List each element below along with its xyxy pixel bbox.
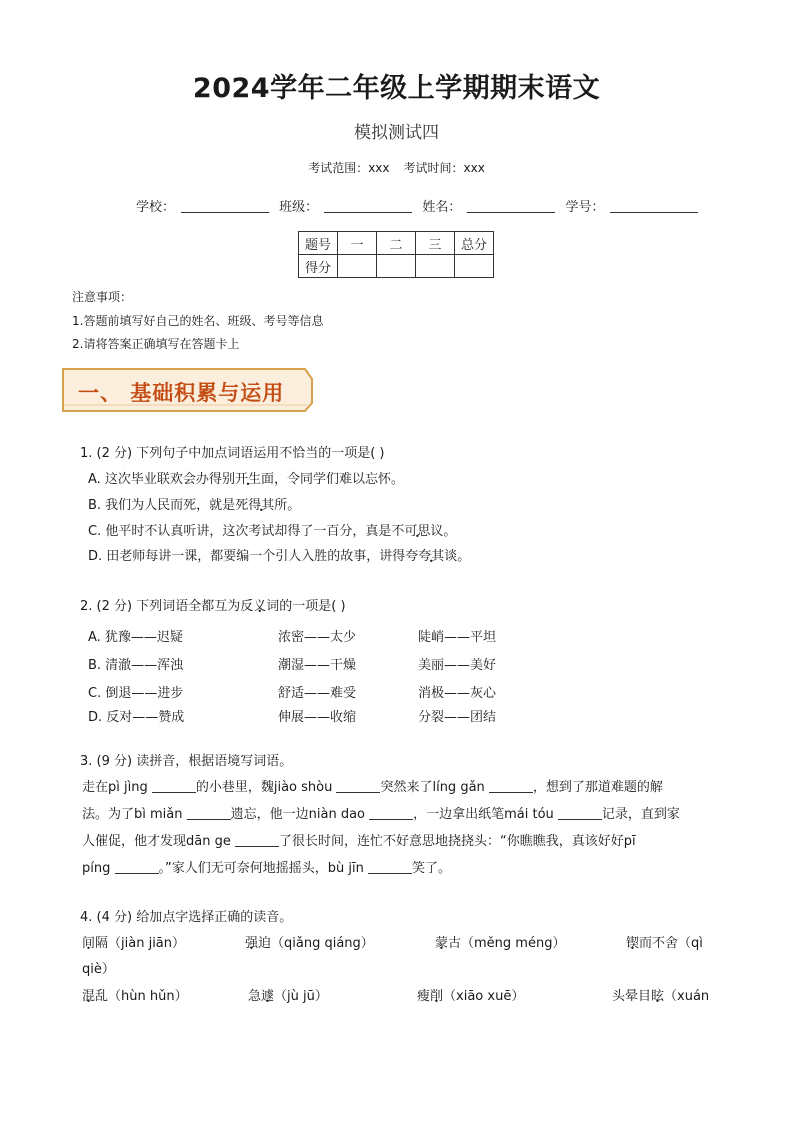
dotted-char: 间: [82, 936, 96, 951]
school-field[interactable]: [181, 200, 269, 213]
q1-option-c[interactable]: [88, 520, 456, 539]
q4-item[interactable]: [245, 932, 374, 951]
passage-text: 法。为了bì miǎn: [82, 807, 187, 822]
passage-text: 人催促，他才发现dān ge: [82, 834, 235, 849]
class-label: 班级：: [279, 200, 319, 215]
option-text: D. 田老师每讲一课，都要编一个引人入胜的故事，讲得: [88, 549, 406, 564]
score-table-header-row: [299, 232, 494, 255]
q2-option-c[interactable]: C. 倒退——进步: [88, 686, 184, 701]
stem-text: 的一项是( ): [279, 599, 346, 614]
word-text: 急: [248, 989, 262, 1004]
answer-blank[interactable]: [336, 780, 380, 793]
page-subtitle: 模拟测试四: [354, 123, 439, 143]
q1-option-d[interactable]: [88, 545, 470, 564]
name-label: 姓名：: [422, 200, 462, 215]
option-text: ，令同学们难以忘怀。: [273, 472, 404, 487]
dotted-word: 不可思议: [391, 524, 444, 539]
option-text: 。: [287, 498, 301, 513]
passage-text: 了很长时间，连忙不好意思地挠挠头：“你瞧瞧我，真该好好pī: [278, 834, 636, 849]
answer-blank[interactable]: [558, 807, 602, 820]
answer-blank[interactable]: [152, 780, 196, 793]
passage-text: 笑了。: [411, 861, 451, 876]
passage-text: ，想到了那道难题的解: [532, 780, 663, 795]
pinyin-choice: （xiāo xuē）: [443, 989, 525, 1004]
q2-word-pair: 潮湿——干燥: [278, 658, 357, 673]
answer-blank[interactable]: [369, 807, 413, 820]
dotted-word: 死得其所: [235, 498, 288, 513]
notes-heading: 注意事项：: [72, 290, 133, 304]
class-field[interactable]: [324, 200, 412, 213]
section-title: 一、 基础积累与运用: [78, 381, 285, 405]
school-label: 学校：: [136, 200, 176, 215]
exam-time: 考试时间：xxx: [403, 161, 485, 175]
passage-text: 突然来了líng gǎn: [380, 780, 489, 795]
q1-option-a[interactable]: [88, 468, 404, 487]
exam-meta: [0, 159, 793, 176]
option-text: A. 这次毕业联欢会办得: [88, 472, 222, 487]
q3-passage-line: [82, 803, 680, 822]
q4-item[interactable]: [417, 985, 524, 1004]
answer-blank[interactable]: [489, 780, 533, 793]
score-header-cell: 二: [377, 232, 416, 255]
exam-scope: 考试范围：xxx: [308, 161, 390, 175]
q2-option-d[interactable]: D. 反对——赞成: [88, 710, 185, 725]
q4-item[interactable]: [82, 985, 188, 1004]
answer-blank[interactable]: [235, 834, 279, 847]
score-header-cell: 一: [338, 232, 377, 255]
dotted-word: 别开生面: [221, 472, 274, 487]
q2-word-pair: 消极——灰心: [418, 686, 497, 701]
passage-text: 。”家人们无可奈何地摇摇头，bù jīn: [158, 861, 368, 876]
dotted-char: 强: [245, 936, 259, 951]
q2-word-pair: 陡峭——平坦: [418, 630, 497, 645]
score-header-cell: 三: [416, 232, 455, 255]
passage-text: 记录，直到家: [601, 807, 680, 822]
passage-text: 走在pì jìng: [82, 780, 152, 795]
dotted-word: 反义词: [240, 599, 280, 614]
stem-text: 2. (2 分) 下列词语全都互为: [80, 599, 241, 614]
dotted-char: 眩: [651, 989, 665, 1004]
score-header-cell: 总分: [455, 232, 494, 255]
dotted-word: 夸夸其谈: [405, 549, 458, 564]
pinyin-choice: 而不舍（qì: [639, 936, 703, 951]
q4-item[interactable]: [82, 932, 185, 951]
answer-blank[interactable]: [187, 807, 231, 820]
dotted-char: 削: [430, 989, 444, 1004]
score-cell[interactable]: [377, 255, 416, 278]
q2-word-pair: 伸展——收缩: [278, 710, 357, 725]
passage-text: píng: [82, 861, 115, 876]
score-cell[interactable]: [338, 255, 377, 278]
student-id-label: 学号：: [565, 200, 605, 215]
pinyin-choice: 迫（qiǎng qiáng）: [258, 936, 374, 951]
option-text: B. 我们为人民而死，就是: [88, 498, 236, 513]
q2-option-b[interactable]: B. 清澈——浑浊: [88, 658, 184, 673]
q2-word-pair: 舒适——难受: [278, 686, 357, 701]
q3-passage-line: [82, 830, 636, 849]
q4-item[interactable]: [435, 932, 565, 951]
passage-text: 的小巷里，魏jiào shòu: [195, 780, 337, 795]
dotted-char: 锲: [626, 936, 640, 951]
student-id-field[interactable]: [610, 200, 698, 213]
pinyin-choice: （xuán: [664, 989, 710, 1004]
page-title: 2024学年二年级上学期期末语文: [192, 73, 601, 104]
dotted-char: 蒙: [435, 936, 449, 951]
q3-passage-line: [82, 776, 663, 795]
pinyin-choice: 古（měng méng）: [448, 936, 566, 951]
question-3-stem: 3. (9 分) 读拼音，根据语境写词语。: [80, 754, 293, 769]
score-table: [298, 231, 494, 278]
q2-word-pair: 分裂——团结: [418, 710, 497, 725]
q4-item[interactable]: [248, 985, 328, 1004]
notes-item: 2.请将答案正确填写在答题卡上: [72, 337, 240, 351]
pinyin-choice: 乱（hùn hǔn）: [95, 989, 188, 1004]
word-text: 瘦: [417, 989, 431, 1004]
notes-item: 1.答题前填写好自己的姓名、班级、考号等信息: [72, 314, 324, 328]
q3-passage-line: [82, 857, 451, 876]
score-header-cell: 题号: [299, 232, 338, 255]
question-2-stem: [80, 595, 346, 614]
q4-item[interactable]: [612, 985, 709, 1004]
name-field[interactable]: [467, 200, 555, 213]
passage-text: 遗忘，他一边niàn dao: [230, 807, 370, 822]
option-text: 。: [443, 524, 457, 539]
pinyin-choice: （jù jū）: [274, 989, 328, 1004]
q4-item-continued: qiè）: [82, 962, 115, 977]
q2-option-a[interactable]: A. 犹豫——迟疑: [88, 630, 183, 645]
question-1-stem: 1. (2 分) 下列句子中加点词语运用不恰当的一项是( ): [80, 446, 385, 461]
student-info-row: [136, 196, 704, 215]
word-text: 头晕目: [612, 989, 652, 1004]
dotted-char: 遽: [261, 989, 275, 1004]
option-text: C. 他平时不认真听讲，这次考试却得了一百分，真是: [88, 524, 392, 539]
dotted-char: 混: [82, 989, 96, 1004]
answer-blank[interactable]: [115, 861, 159, 874]
q1-option-b[interactable]: [88, 494, 300, 513]
option-text: 。: [457, 549, 471, 564]
score-row-label: 得分: [299, 255, 338, 278]
pinyin-choice: 隔（jiàn jiān）: [95, 936, 186, 951]
score-cell[interactable]: [455, 255, 494, 278]
question-4-stem: 4. (4 分) 给加点字选择正确的读音。: [80, 910, 293, 925]
q4-item[interactable]: [626, 932, 703, 951]
q2-word-pair: 美丽——美好: [418, 658, 497, 673]
score-cell[interactable]: [416, 255, 455, 278]
answer-blank[interactable]: [368, 861, 412, 874]
score-table-score-row: [299, 255, 494, 278]
q2-word-pair: 浓密——太少: [278, 630, 357, 645]
passage-text: ，一边拿出纸笔mái tóu: [413, 807, 558, 822]
